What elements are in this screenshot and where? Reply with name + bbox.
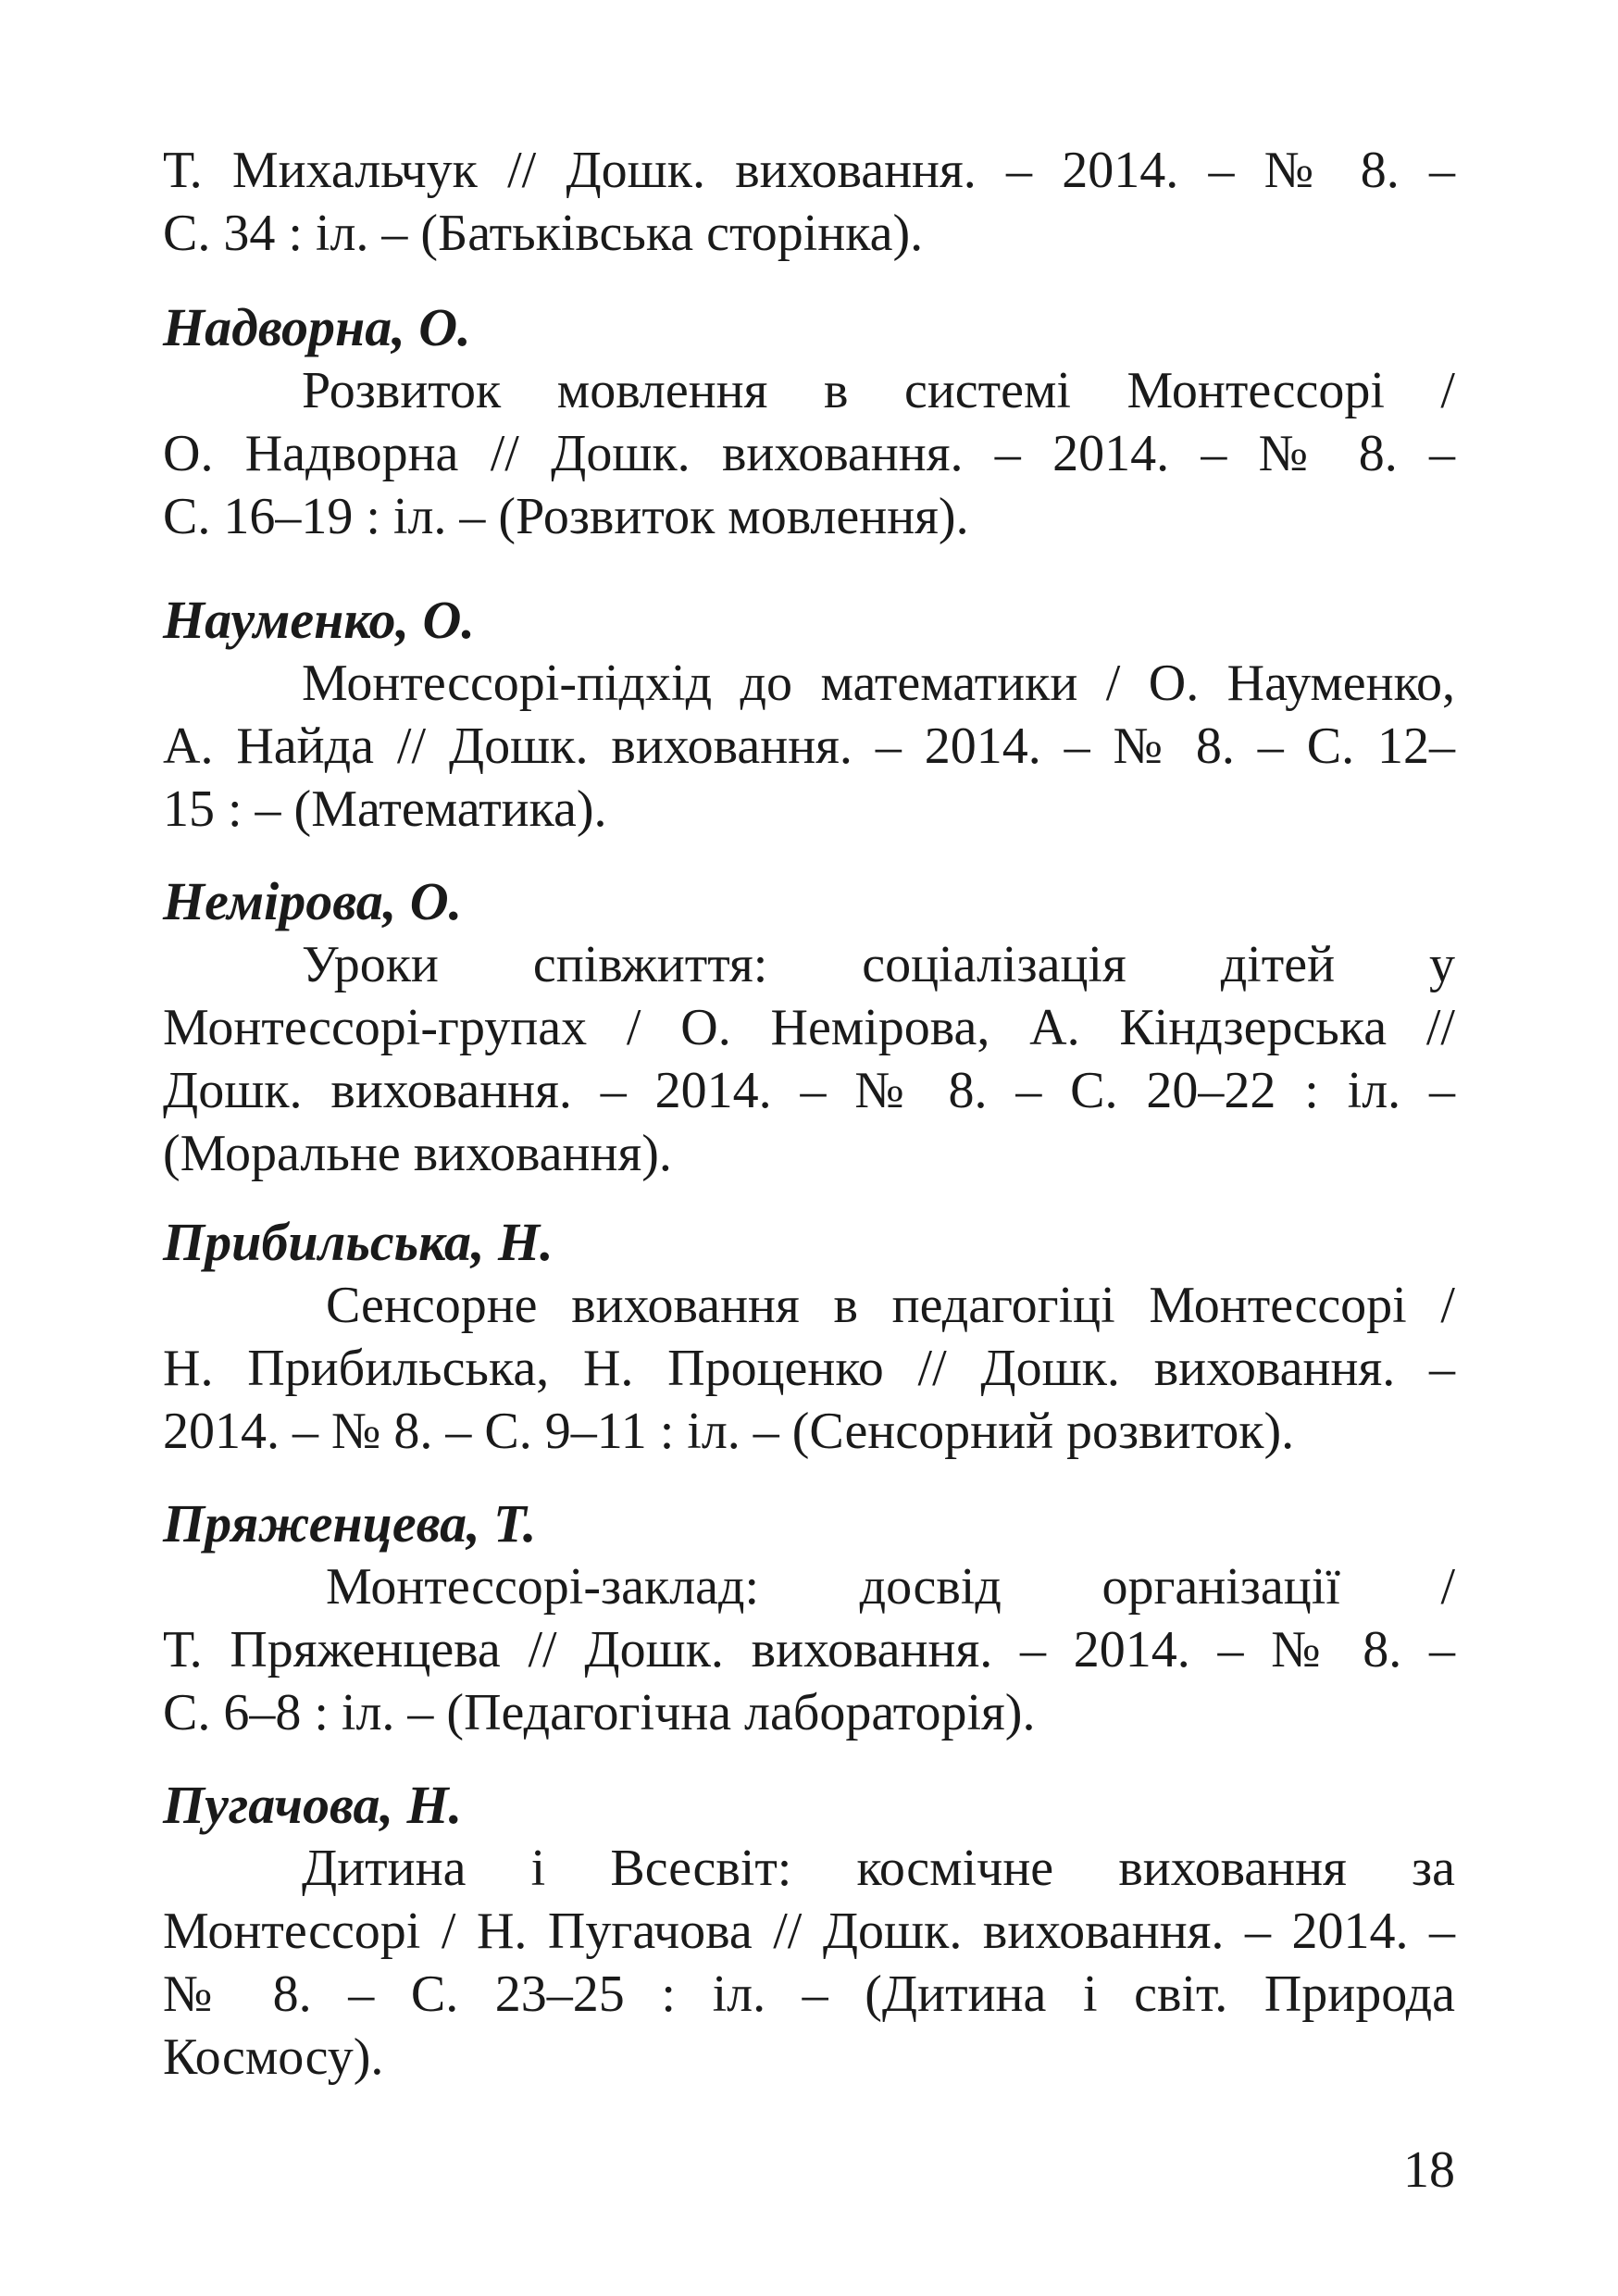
entry-5-author: Пряженцева, Т. bbox=[163, 1493, 537, 1554]
entry-5-line-0: Монтессорі-заклад: досвід організації / bbox=[326, 1558, 1455, 1616]
entry-6-author: Пугачова, Н. bbox=[163, 1775, 463, 1835]
entry-3-line-0: Уроки співжиття: соціалізація дітей у bbox=[302, 936, 1455, 993]
entry-3-line-2: Дошк. виховання. – 2014. – № 8. – С. 20–22 : іл. – bbox=[163, 1062, 1455, 1119]
entry-4-line-2: 2014. – № 8. – С. 9–11 : іл. – (Сенсорний розвиток). bbox=[163, 1403, 1295, 1460]
entry-4-line-1: Н. Прибильська, Н. Проценко // Дошк. виховання. – bbox=[163, 1340, 1455, 1397]
entry-6-line-3: Космосу). bbox=[163, 2028, 384, 2086]
entry-0-line-0: Т. Михальчук // Дошк. виховання. – 2014. – № 8. – bbox=[163, 142, 1455, 199]
entry-1-author: Надворна, О. bbox=[163, 297, 471, 357]
entry-2-author: Науменко, О. bbox=[163, 590, 475, 650]
entry-1-line-1: О. Надворна // Дошк. виховання. – 2014. – № 8. – bbox=[163, 425, 1455, 482]
entry-6-line-2: № 8. – С. 23–25 : іл. – (Дитина і світ. Природа bbox=[163, 1965, 1455, 2023]
entry-2-line-0: Монтессорі-підхід до математики / О. Науменко, bbox=[302, 655, 1455, 712]
entry-2-line-2: 15 : – (Математика). bbox=[163, 780, 607, 838]
entry-2-line-1: А. Найда // Дошк. виховання. – 2014. – № 8. – С. 12– bbox=[163, 718, 1455, 775]
entry-3-line-3: (Моральне виховання). bbox=[163, 1125, 672, 1182]
entry-1-line-0: Розвиток мовлення в системі Монтессорі / bbox=[302, 362, 1455, 419]
entry-5-line-2: С. 6–8 : іл. – (Педагогічна лабораторія). bbox=[163, 1684, 1036, 1741]
entry-5-line-1: Т. Пряженцева // Дошк. виховання. – 2014. – № 8. – bbox=[163, 1621, 1455, 1678]
entry-4-author: Прибильська, Н. bbox=[163, 1212, 554, 1272]
entry-3-line-1: Монтессорі-групах / О. Немірова, А. Кіндзерська // bbox=[163, 999, 1455, 1056]
page-number: 18 bbox=[1403, 2141, 1455, 2199]
entry-6-line-0: Дитина і Всесвіт: космічне виховання за bbox=[302, 1840, 1455, 1897]
entry-6-line-1: Монтессорі / Н. Пугачова // Дошк. виховання. – 2014. – bbox=[163, 1903, 1455, 1960]
entry-1-line-2: С. 16–19 : іл. – (Розвиток мовлення). bbox=[163, 488, 969, 545]
entry-4-line-0: Сенсорне виховання в педагогіці Монтессорі / bbox=[326, 1277, 1455, 1334]
entry-0-line-1: С. 34 : іл. – (Батьківська сторінка). bbox=[163, 205, 924, 262]
entry-3-author: Немірова, О. bbox=[163, 871, 463, 931]
